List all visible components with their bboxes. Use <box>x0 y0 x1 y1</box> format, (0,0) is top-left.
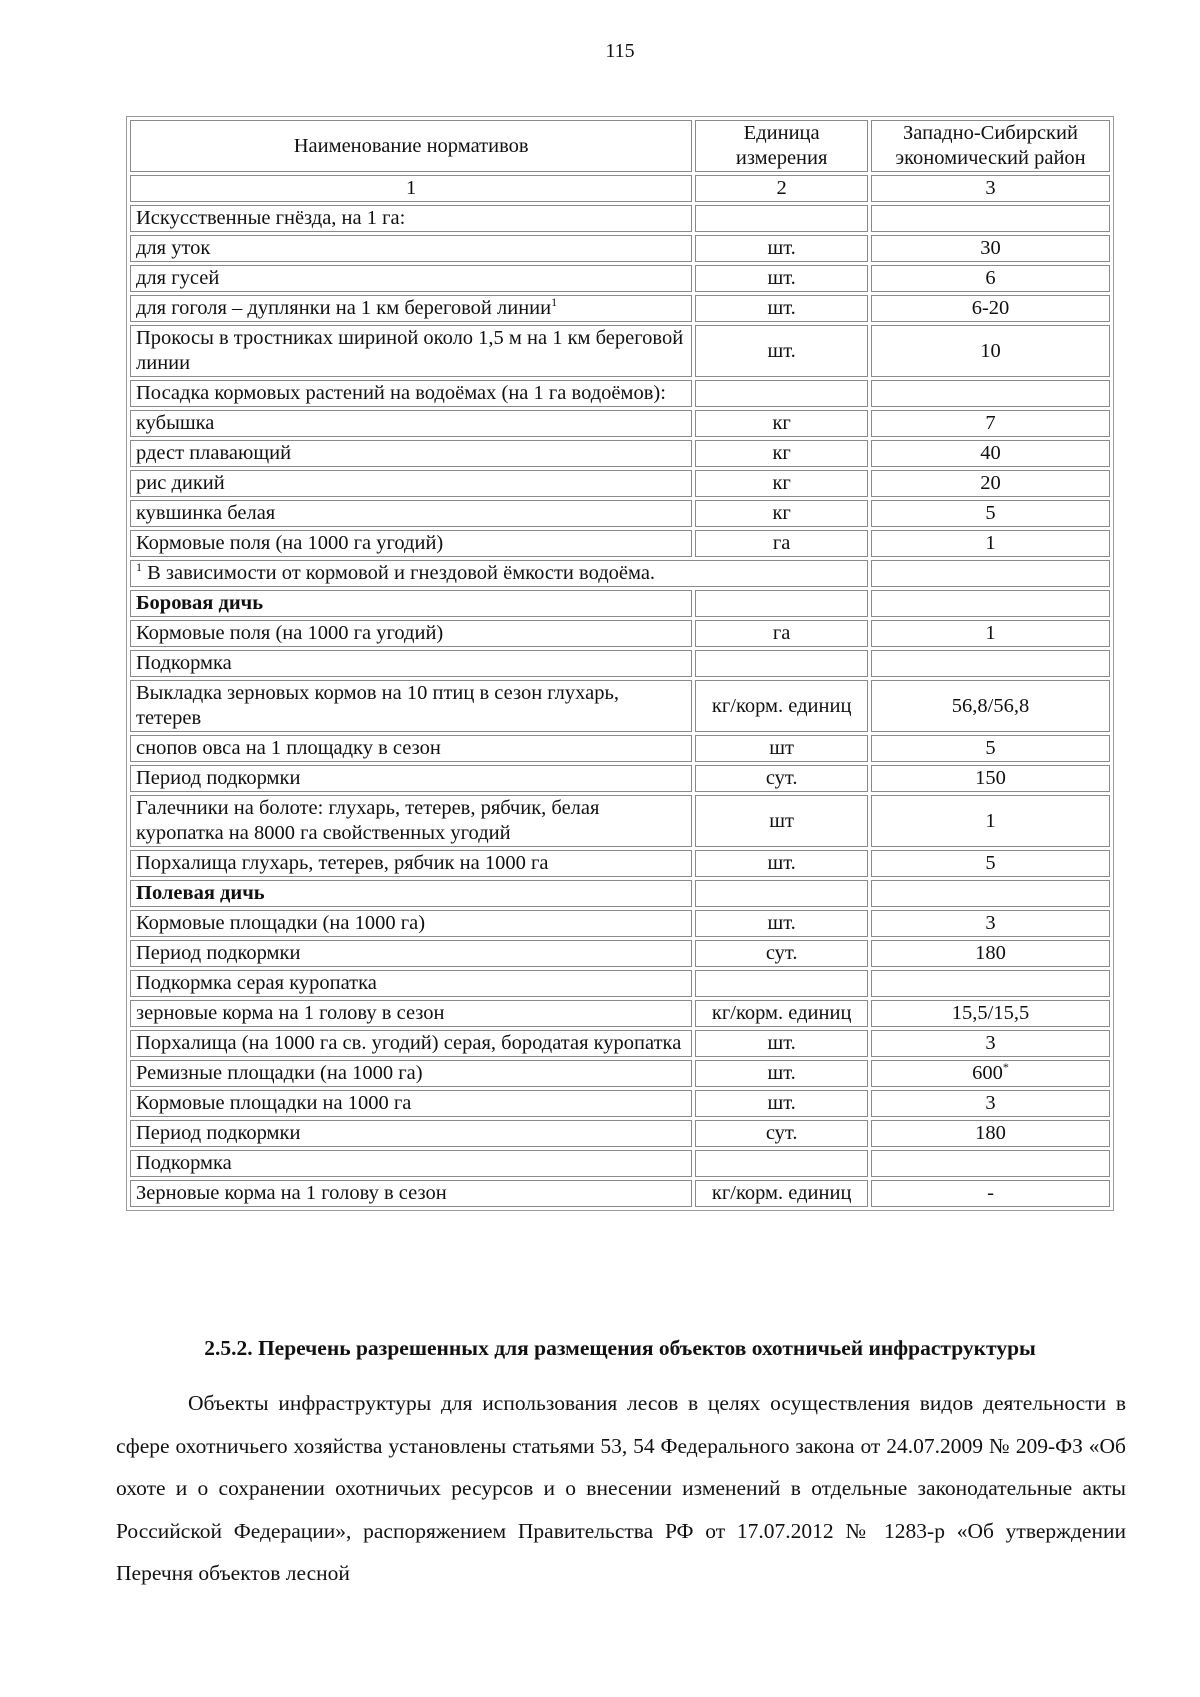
unit-cell: шт. <box>695 1030 868 1057</box>
value-text: 20 <box>980 472 1001 494</box>
name-text: для гоголя – дуплянки на 1 км береговой линии <box>136 297 552 319</box>
value-text: 1 <box>985 622 996 644</box>
value-text: 3 <box>985 1092 996 1114</box>
value-text: 600 <box>972 1062 1003 1084</box>
value-cell <box>871 970 1110 997</box>
value-cell <box>871 470 1110 497</box>
name-cell <box>130 380 692 407</box>
name-cell <box>130 650 692 677</box>
table-row <box>130 940 1110 967</box>
table-row <box>130 620 1110 647</box>
unit-cell <box>695 650 868 677</box>
name-cell <box>130 470 692 497</box>
value-cell <box>871 530 1110 557</box>
footnote-reference: 1 <box>551 295 558 309</box>
column-number: 3 <box>871 175 1110 202</box>
name-text: Посадка кормовых растений на водоёмах (на 1 га водоёмов): <box>136 382 666 404</box>
value-cell <box>871 1060 1110 1087</box>
name-text: Выкладка зерновых кормов на 10 птиц в сезон глухарь, тетерев <box>136 682 619 729</box>
value-cell <box>871 295 1110 322</box>
unit-cell: га <box>695 530 868 557</box>
section-heading: 2.5.2. Перечень разрешенных для размещения объектов охотничьей инфраструктуры <box>204 1336 1036 1360</box>
name-cell <box>130 1000 692 1027</box>
value-cell <box>871 910 1110 937</box>
value-text: 3 <box>985 912 996 934</box>
table-row <box>130 880 1110 907</box>
norms-table <box>126 116 1114 1211</box>
column-number: 2 <box>695 175 868 202</box>
unit-cell: шт. <box>695 850 868 877</box>
value-cell <box>871 795 1110 847</box>
name-text: Кормовые площадки (на 1000 га) <box>136 912 426 934</box>
name-cell <box>130 265 692 292</box>
table-row <box>130 910 1110 937</box>
name-text: Подкормка <box>136 1152 232 1174</box>
value-text: 180 <box>975 1122 1006 1144</box>
table-row <box>130 470 1110 497</box>
name-text: Кормовые поля (на 1000 га угодий) <box>136 622 444 644</box>
value-cell <box>871 940 1110 967</box>
name-text: Порхалища глухарь, тетерев, рябчик на 1000 га <box>136 852 549 874</box>
table-row <box>130 850 1110 877</box>
table-row <box>130 765 1110 792</box>
value-text: 40 <box>980 442 1001 464</box>
value-text: 56,8/56,8 <box>951 694 1030 717</box>
name-text: для уток <box>136 237 211 259</box>
value-text: 6 <box>985 267 996 289</box>
unit-cell: шт. <box>695 325 868 377</box>
value-footnote-mark: * <box>1002 1060 1009 1074</box>
unit-cell <box>695 1150 868 1177</box>
name-cell <box>130 1180 692 1207</box>
value-text: 5 <box>985 737 996 759</box>
name-cell <box>130 850 692 877</box>
table-row <box>130 560 1110 587</box>
page-number: 115 <box>605 40 635 62</box>
name-cell <box>130 205 692 232</box>
name-text: Полевая дичь <box>136 882 265 904</box>
table-header-row <box>130 120 1110 172</box>
name-cell <box>130 1090 692 1117</box>
value-cell <box>871 590 1110 617</box>
table-row <box>130 295 1110 322</box>
name-text: Подкормка серая куропатка <box>136 972 377 994</box>
table-row <box>130 530 1110 557</box>
unit-cell: шт. <box>695 1090 868 1117</box>
unit-cell: га <box>695 620 868 647</box>
header-unit: Единица измерения <box>695 120 868 172</box>
name-cell <box>130 295 692 322</box>
footnote-text: В зависимости от кормовой и гнездовой ёмкости водоёма. <box>142 562 656 584</box>
unit-cell: шт. <box>695 1060 868 1087</box>
unit-cell: шт. <box>695 295 868 322</box>
value-cell <box>871 850 1110 877</box>
value-cell <box>871 880 1110 907</box>
table-row <box>130 1000 1110 1027</box>
name-text: рдест плавающий <box>136 442 292 464</box>
table-row <box>130 1150 1110 1177</box>
value-cell <box>871 1000 1110 1027</box>
unit-cell: кг <box>695 440 868 467</box>
table-row <box>130 680 1110 732</box>
unit-cell: кг <box>695 410 868 437</box>
unit-cell <box>695 970 868 997</box>
unit-cell: шт. <box>695 910 868 937</box>
name-text: снопов овса на 1 площадку в сезон <box>136 737 441 759</box>
column-number: 1 <box>130 175 692 202</box>
name-cell <box>130 500 692 527</box>
value-cell <box>871 1120 1110 1147</box>
value-cell <box>871 650 1110 677</box>
name-text: Прокосы в тростниках шириной около 1,5 м на 1 км береговой линии <box>136 327 684 374</box>
table-row <box>130 795 1110 847</box>
name-text: Кормовые поля (на 1000 га угодий) <box>136 532 444 554</box>
table-row <box>130 1060 1110 1087</box>
value-cell <box>871 1030 1110 1057</box>
value-cell <box>871 1090 1110 1117</box>
unit-cell: кг <box>695 470 868 497</box>
name-cell <box>130 970 692 997</box>
unit-cell <box>695 205 868 232</box>
unit-cell: кг <box>695 500 868 527</box>
name-cell <box>130 620 692 647</box>
table-row <box>130 970 1110 997</box>
value-cell <box>871 380 1110 407</box>
value-text: 15,5/15,5 <box>951 1002 1030 1024</box>
name-cell <box>130 735 692 762</box>
table-row <box>130 500 1110 527</box>
value-cell <box>871 620 1110 647</box>
name-cell <box>130 235 692 262</box>
name-text: зерновые корма на 1 голову в сезон <box>136 1002 445 1024</box>
name-text: Ремизные площадки (на 1000 га) <box>136 1062 423 1084</box>
value-cell <box>871 205 1110 232</box>
name-cell <box>130 590 692 617</box>
unit-cell: кг/корм. единиц <box>695 680 868 732</box>
name-text: Галечники на болоте: глухарь, тетерев, рябчик, белая куропатка на 8000 га свойственных угодий <box>136 797 600 844</box>
table-row <box>130 440 1110 467</box>
name-cell <box>130 410 692 437</box>
name-cell <box>130 940 692 967</box>
value-cell <box>871 680 1110 732</box>
table-body <box>130 205 1110 1207</box>
unit-cell: шт <box>695 795 868 847</box>
table-row <box>130 325 1110 377</box>
value-text: 7 <box>985 412 996 434</box>
name-text: Период подкормки <box>136 942 301 964</box>
table-row <box>130 590 1110 617</box>
value-text: 6-20 <box>971 297 1010 319</box>
value-cell <box>871 1150 1110 1177</box>
footnote-cell <box>130 560 868 587</box>
unit-cell: кг/корм. единиц <box>695 1000 868 1027</box>
value-text: 5 <box>985 502 996 524</box>
column-number-row <box>130 175 1110 202</box>
table-row <box>130 1180 1110 1207</box>
name-text: кувшинка белая <box>136 502 276 524</box>
name-cell <box>130 910 692 937</box>
unit-cell: сут. <box>695 940 868 967</box>
name-cell <box>130 440 692 467</box>
value-cell <box>871 765 1110 792</box>
unit-cell: шт. <box>695 265 868 292</box>
name-cell <box>130 765 692 792</box>
name-text: рис дикий <box>136 472 225 494</box>
table-row <box>130 265 1110 292</box>
value-text: 5 <box>985 852 996 874</box>
name-cell <box>130 325 692 377</box>
name-text: Период подкормки <box>136 767 301 789</box>
table-row <box>130 410 1110 437</box>
table-row <box>130 235 1110 262</box>
name-text: для гусей <box>136 267 220 289</box>
unit-cell: сут. <box>695 1120 868 1147</box>
name-text: Кормовые площадки на 1000 га <box>136 1092 412 1114</box>
table-row <box>130 205 1110 232</box>
value-text: 3 <box>985 1032 996 1054</box>
value-text: - <box>987 1182 994 1204</box>
name-text: Искусственные гнёзда, на 1 га: <box>136 207 406 229</box>
value-text: 1 <box>985 809 996 832</box>
value-cell <box>871 560 1110 587</box>
value-cell <box>871 410 1110 437</box>
body-paragraph: Объекты инфраструктуры для использования лесов в целях осуществления видов деятельности в сфере охотничьего хозяйства установлены статьями 53, 54 Федерального закона от 24.07.2009 № 209-ФЗ «Об охоте и о сохранении охотничьих ресурсов и о внесении изменений в отдельные законодательные акты Российской Федерации», распоряжением Правительства РФ от 17.07.2012 № 1283-р «Об утверждении Перечня объектов лесной <box>116 1391 1126 1585</box>
table-row <box>130 735 1110 762</box>
header-name: Наименование нормативов <box>130 120 692 172</box>
value-text: 180 <box>975 942 1006 964</box>
name-text: Порхалища (на 1000 га св. угодий) серая, бородатая куропатка <box>136 1032 682 1054</box>
name-cell <box>130 1060 692 1087</box>
name-text: Боровая дичь <box>136 592 264 614</box>
unit-cell: шт. <box>695 235 868 262</box>
name-cell <box>130 680 692 732</box>
name-text: Период подкормки <box>136 1122 301 1144</box>
name-cell <box>130 880 692 907</box>
value-cell <box>871 1180 1110 1207</box>
name-cell <box>130 795 692 847</box>
unit-cell <box>695 380 868 407</box>
value-cell <box>871 325 1110 377</box>
footnote-mark: 1 <box>136 560 142 574</box>
table-row <box>130 1120 1110 1147</box>
value-cell <box>871 735 1110 762</box>
value-text: 150 <box>975 767 1006 789</box>
table-row <box>130 650 1110 677</box>
unit-cell: сут. <box>695 765 868 792</box>
unit-cell: кг/корм. единиц <box>695 1180 868 1207</box>
unit-cell: шт <box>695 735 868 762</box>
value-cell <box>871 500 1110 527</box>
value-cell <box>871 440 1110 467</box>
name-cell <box>130 1120 692 1147</box>
table-row <box>130 1090 1110 1117</box>
name-cell <box>130 1030 692 1057</box>
value-text: 30 <box>980 237 1001 259</box>
header-region: Западно-Сибирский экономический район <box>871 120 1110 172</box>
name-cell <box>130 1150 692 1177</box>
name-text: кубышка <box>136 412 215 434</box>
name-text: Подкормка <box>136 652 232 674</box>
table-row <box>130 1030 1110 1057</box>
value-text: 1 <box>985 532 996 554</box>
unit-cell <box>695 590 868 617</box>
value-cell <box>871 265 1110 292</box>
name-text: Зерновые корма на 1 голову в сезон <box>136 1182 447 1204</box>
value-cell <box>871 235 1110 262</box>
name-cell <box>130 530 692 557</box>
table-row <box>130 380 1110 407</box>
value-text: 10 <box>980 339 1001 362</box>
unit-cell <box>695 880 868 907</box>
